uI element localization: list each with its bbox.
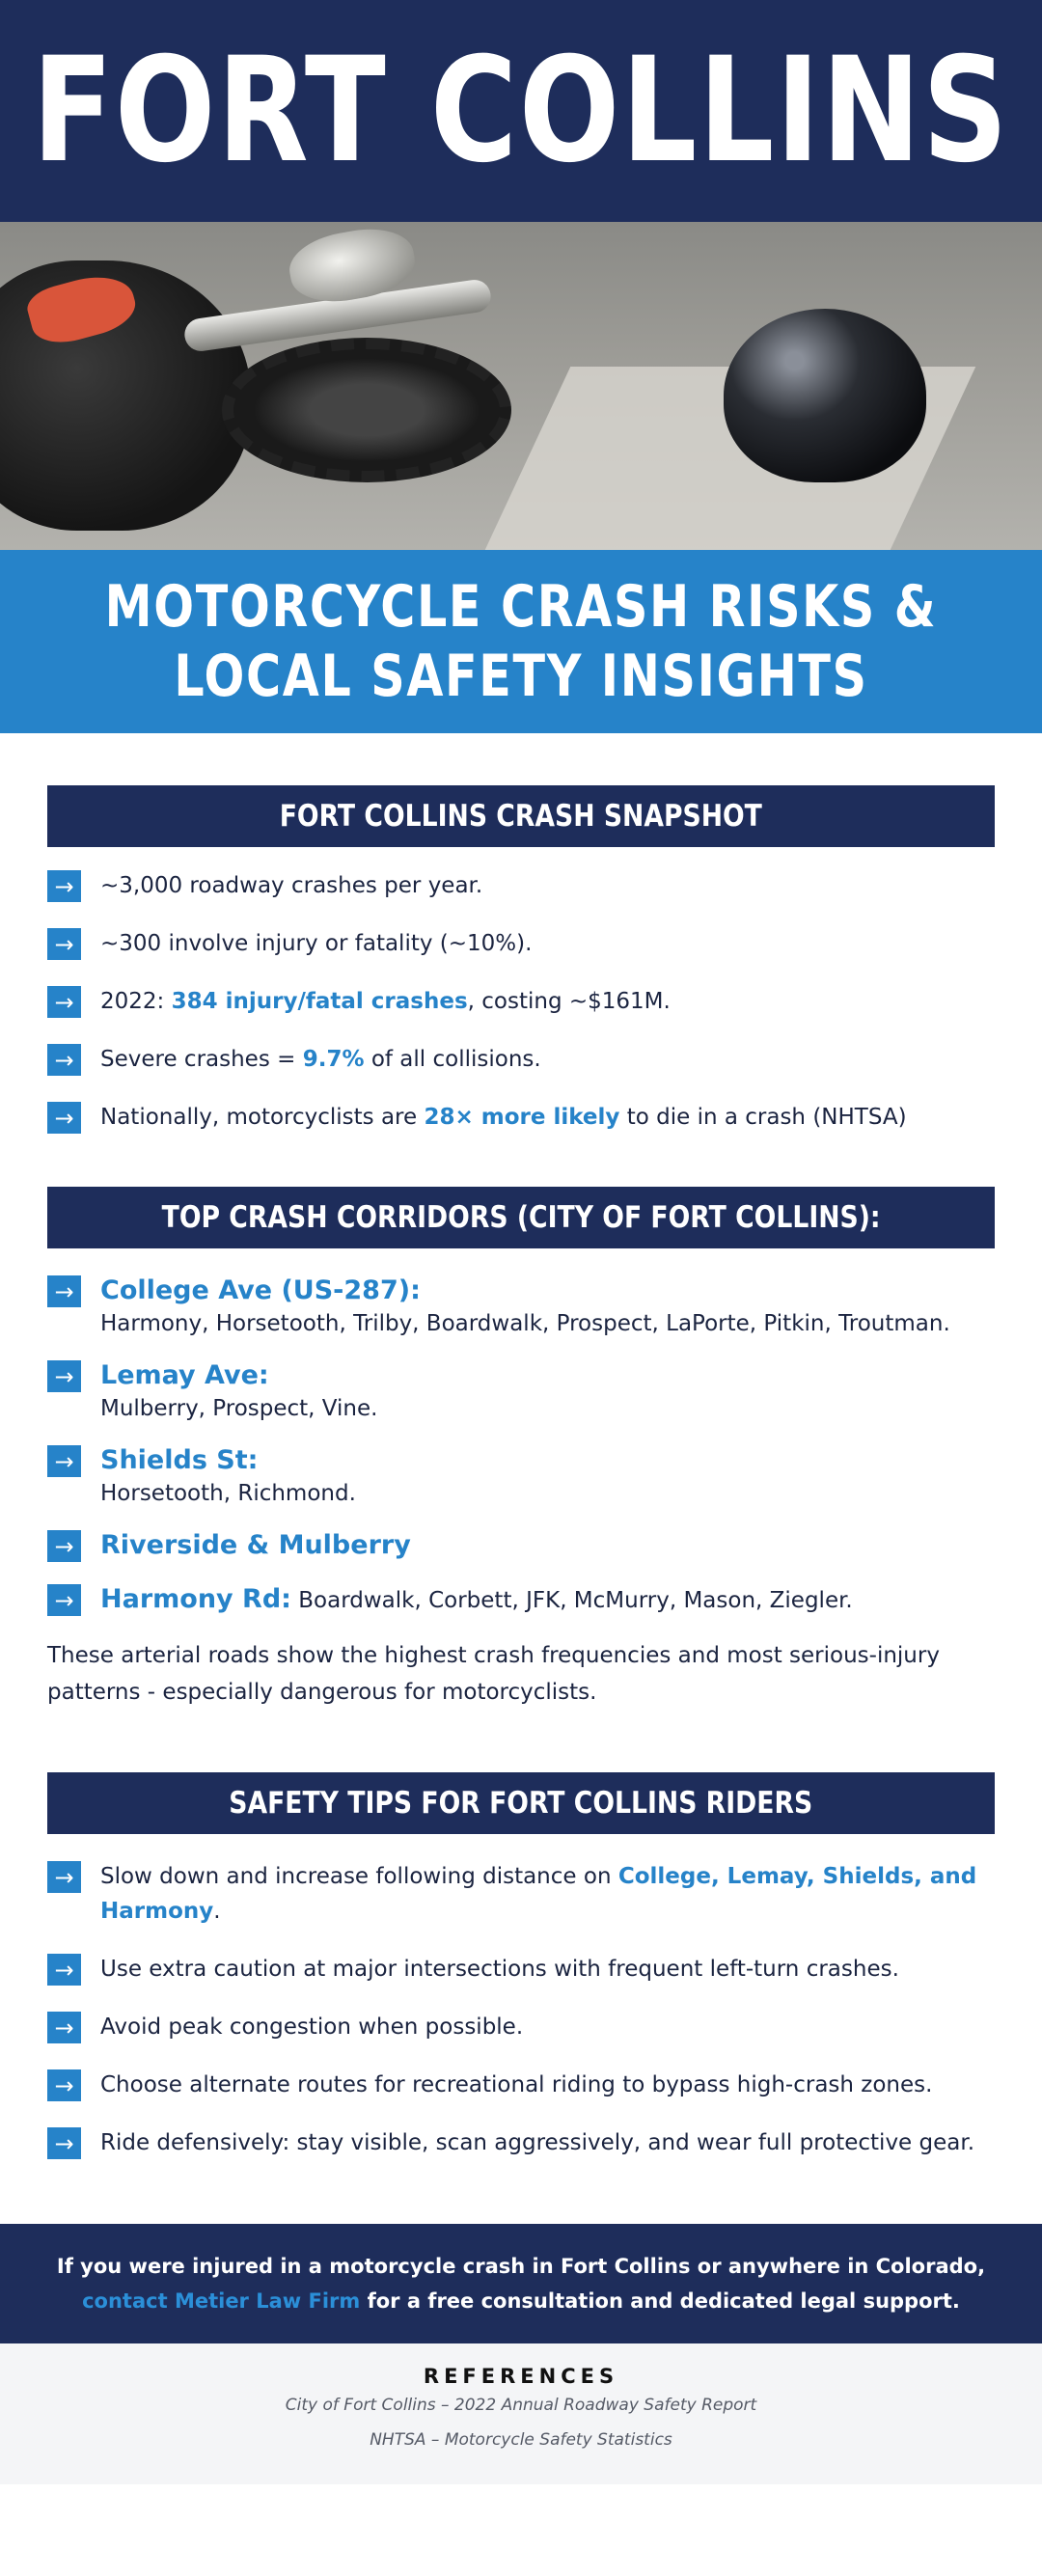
contact-firm-link[interactable]: contact Metier Law Firm bbox=[82, 2289, 361, 2313]
main-content bbox=[0, 785, 1042, 2160]
page-header bbox=[0, 0, 1042, 733]
text: 2022: bbox=[100, 989, 172, 1014]
arrow-right-icon: → bbox=[47, 1445, 81, 1477]
crash-corridors-section bbox=[47, 1187, 995, 1711]
crash-snapshot-section bbox=[47, 785, 995, 1135]
hero-photo bbox=[0, 222, 1042, 550]
corridor-note: These arterial roads show the highest crash frequencies and most serious-injury patterns - especially dangerous for motorcyclists. bbox=[47, 1643, 940, 1705]
arrow-right-icon: → bbox=[47, 1360, 81, 1392]
list-item bbox=[47, 926, 995, 961]
item-text bbox=[100, 1100, 907, 1135]
section-title: TOP CRASH CORRIDORS (CITY OF FORT COLLINS): bbox=[161, 1200, 881, 1235]
text: to die in a crash (NHTSA) bbox=[619, 1105, 907, 1130]
text: ~3,000 roadway crashes per year. bbox=[100, 873, 483, 898]
corridor-intersections: Horsetooth, Richmond. bbox=[100, 1481, 356, 1506]
item-text bbox=[100, 868, 482, 903]
item-text bbox=[100, 1859, 995, 1929]
list-item bbox=[47, 1100, 995, 1135]
arrow-right-icon: → bbox=[47, 1530, 81, 1562]
corridor-item bbox=[47, 1443, 995, 1509]
tire-shape bbox=[222, 338, 511, 482]
text: , costing ~$161M. bbox=[467, 989, 671, 1014]
section-header bbox=[47, 785, 995, 847]
item-text bbox=[100, 926, 532, 961]
highlight-text: 384 injury/fatal crashes bbox=[171, 989, 468, 1014]
arrow-right-icon: → bbox=[47, 928, 81, 960]
helmet-shape bbox=[724, 309, 926, 482]
corridor-item bbox=[47, 1274, 995, 1339]
references-section bbox=[0, 2343, 1042, 2484]
arrow-right-icon: → bbox=[47, 2127, 81, 2159]
text: of all collisions. bbox=[364, 1047, 541, 1072]
arrow-right-icon: → bbox=[47, 870, 81, 902]
subtitle-banner bbox=[0, 550, 1042, 733]
reference-item: City of Fort Collins – 2022 Annual Roadway Safety Report bbox=[285, 2396, 757, 2415]
corridor-name: Shields St: bbox=[100, 1445, 259, 1475]
cta-text bbox=[57, 2249, 985, 2318]
subtitle-line-2: LOCAL SAFETY INSIGHTS bbox=[174, 643, 868, 710]
corridor-text bbox=[100, 1358, 377, 1424]
subtitle-line-1: MOTORCYCLE CRASH RISKS & bbox=[104, 573, 938, 641]
corridor-item bbox=[47, 1528, 995, 1563]
tip-item bbox=[47, 2010, 995, 2044]
corridor-intersections: Harmony, Horsetooth, Trilby, Boardwalk, Prospect, LaPorte, Pitkin, Troutman. bbox=[100, 1311, 950, 1336]
section-title: SAFETY TIPS FOR FORT COLLINS RIDERS bbox=[229, 1786, 813, 1821]
item-text bbox=[100, 1042, 541, 1077]
corridor-text bbox=[100, 1274, 950, 1339]
tips-list bbox=[47, 1859, 995, 2160]
page-title: FORT COLLINS bbox=[32, 27, 1010, 195]
section-header bbox=[47, 1187, 995, 1248]
snapshot-list bbox=[47, 868, 995, 1135]
list-item bbox=[47, 984, 995, 1019]
tip-item bbox=[47, 2068, 995, 2102]
title-banner bbox=[0, 0, 1042, 222]
text: Nationally, motorcyclists are bbox=[100, 1105, 425, 1130]
corridor-name: Lemay Ave: bbox=[100, 1360, 269, 1390]
tip-item bbox=[47, 1859, 995, 1929]
corridor-list bbox=[47, 1274, 995, 1618]
reference-item: NHTSA – Motorcycle Safety Statistics bbox=[370, 2430, 672, 2450]
corridor-intersections: Mulberry, Prospect, Vine. bbox=[100, 1396, 378, 1421]
page-subtitle bbox=[105, 572, 938, 711]
arrow-right-icon: → bbox=[47, 1954, 81, 1986]
corridor-text bbox=[100, 1443, 356, 1509]
arrow-right-icon: → bbox=[47, 2069, 81, 2101]
corridor-name: Harmony Rd: bbox=[100, 1584, 291, 1614]
corridor-text bbox=[100, 1528, 411, 1563]
corridor-item bbox=[47, 1582, 995, 1618]
arrow-right-icon: → bbox=[47, 1861, 81, 1893]
section-header bbox=[47, 1772, 995, 1834]
item-text bbox=[100, 984, 671, 1019]
arrow-right-icon: → bbox=[47, 1044, 81, 1076]
tip-item bbox=[47, 1952, 995, 1987]
text: . bbox=[213, 1899, 221, 1924]
corridor-text bbox=[100, 1582, 853, 1618]
list-item bbox=[47, 1042, 995, 1077]
arrow-right-icon: → bbox=[47, 1102, 81, 1134]
corridor-name: College Ave (US-287): bbox=[100, 1275, 421, 1305]
arrow-right-icon: → bbox=[47, 986, 81, 1018]
tip-item bbox=[47, 2125, 995, 2160]
highlight-text: 28× more likely bbox=[424, 1105, 620, 1130]
cta-line-1: If you were injured in a motorcycle crash in Fort Collins or anywhere in Colorado, bbox=[56, 2255, 986, 2278]
item-text: Use extra caution at major intersections with frequent left-turn crashes. bbox=[100, 1957, 899, 1982]
arrow-right-icon: → bbox=[47, 1584, 81, 1616]
safety-tips-section bbox=[47, 1772, 995, 2160]
list-item bbox=[47, 868, 995, 903]
corridor-intersections: Boardwalk, Corbett, JFK, McMurry, Mason, Ziegler. bbox=[290, 1588, 853, 1613]
text: Severe crashes = bbox=[100, 1047, 303, 1072]
corridor-name: Riverside & Mulberry bbox=[100, 1530, 411, 1560]
highlight-text: College, Lemay, Shields, and Harmony bbox=[100, 1864, 977, 1924]
item-text: Choose alternate routes for recreational riding to bypass high-crash zones. bbox=[100, 2072, 933, 2097]
call-to-action-banner bbox=[0, 2224, 1042, 2343]
text: ~300 involve injury or fatality (~10%). bbox=[100, 931, 533, 956]
arrow-right-icon: → bbox=[47, 1275, 81, 1307]
highlight-text: 9.7% bbox=[302, 1047, 365, 1072]
text: Slow down and increase following distance on bbox=[100, 1864, 618, 1889]
cta-line-2: for a free consultation and dedicated legal support. bbox=[360, 2289, 960, 2313]
item-text: Avoid peak congestion when possible. bbox=[100, 2014, 524, 2040]
references-title: REFERENCES bbox=[423, 2365, 619, 2388]
arrow-right-icon: → bbox=[47, 2012, 81, 2043]
corridor-item bbox=[47, 1358, 995, 1424]
item-text: Ride defensively: stay visible, scan aggressively, and wear full protective gear. bbox=[100, 2130, 975, 2155]
section-title: FORT COLLINS CRASH SNAPSHOT bbox=[279, 799, 763, 834]
